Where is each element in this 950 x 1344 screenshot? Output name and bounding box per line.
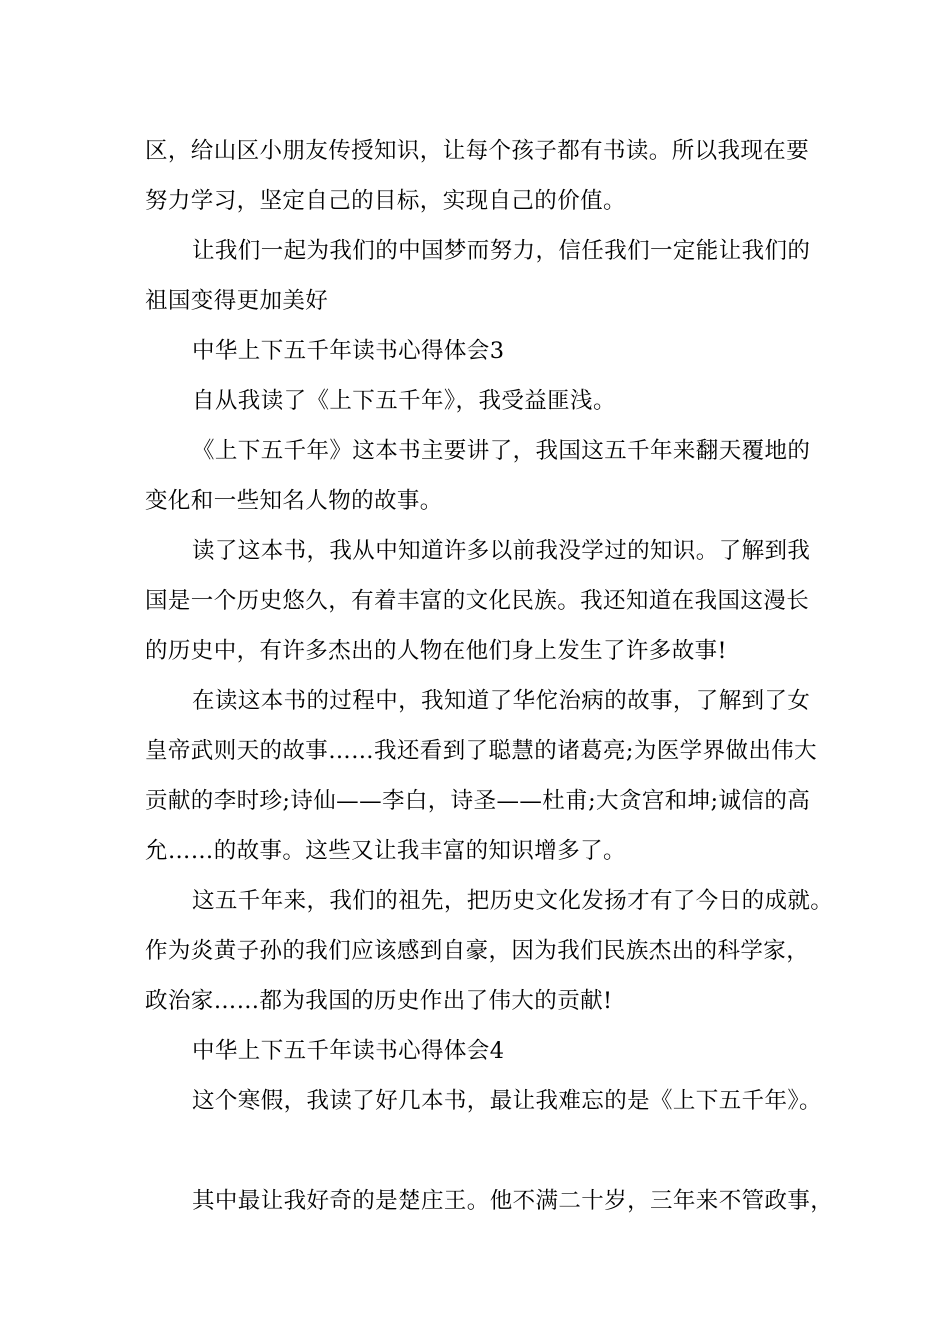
- text-line: 自从我读了《上下五千年》，我受益匪浅。: [192, 388, 616, 414]
- section-heading: 中华上下五千年读书心得体会4: [192, 1038, 505, 1064]
- text-line: 让我们一起为我们的中国梦而努力，信任我们一定能让我们的: [192, 238, 811, 264]
- section-heading: 中华上下五千年读书心得体会3: [192, 338, 505, 364]
- text-line: 贡献的李时珍;诗仙——李白，诗圣——杜甫;大贪宫和坤;诚信的高: [145, 788, 811, 814]
- text-line: 变化和一些知名人物的故事。: [145, 488, 443, 514]
- text-line: 国是一个历史悠久，有着丰富的文化民族。我还知道在我国这漫长: [145, 588, 810, 614]
- text-line: 区，给山区小朋友传授知识，让每个孩子都有书读。所以我现在要: [145, 138, 810, 164]
- text-line: 其中最让我好奇的是楚庄王。他不满二十岁，三年来不管政事，: [192, 1188, 834, 1214]
- text-line: 努力学习，坚定自己的目标，实现自己的价值。: [145, 188, 626, 214]
- text-line: 皇帝武则天的故事……我还看到了聪慧的诸葛亮;为医学界做出伟大: [145, 738, 818, 764]
- text-line: 政治家……都为我国的历史作出了伟大的贡献!: [145, 988, 613, 1014]
- text-line: 允……的故事。这些又让我丰富的知识增多了。: [145, 838, 626, 864]
- text-line: 的历史中，有许多杰出的人物在他们身上发生了许多故事!: [145, 638, 727, 664]
- text-line: 这五千年来，我们的祖先，把历史文化发扬才有了今日的成就。: [192, 888, 834, 914]
- text-line: 这个寒假，我读了好几本书，最让我难忘的是《上下五千年》。: [192, 1088, 822, 1114]
- text-line: 作为炎黄子孙的我们应该感到自豪，因为我们民族杰出的科学家，: [145, 938, 810, 964]
- text-line: 在读这本书的过程中，我知道了华佗治病的故事，了解到了女: [192, 688, 811, 714]
- text-line: 《上下五千年》这本书主要讲了，我国这五千年来翻天覆地的: [192, 438, 811, 464]
- text-line: 读了这本书，我从中知道许多以前我没学过的知识。了解到我: [192, 538, 811, 564]
- text-line: 祖国变得更加美好: [145, 288, 329, 314]
